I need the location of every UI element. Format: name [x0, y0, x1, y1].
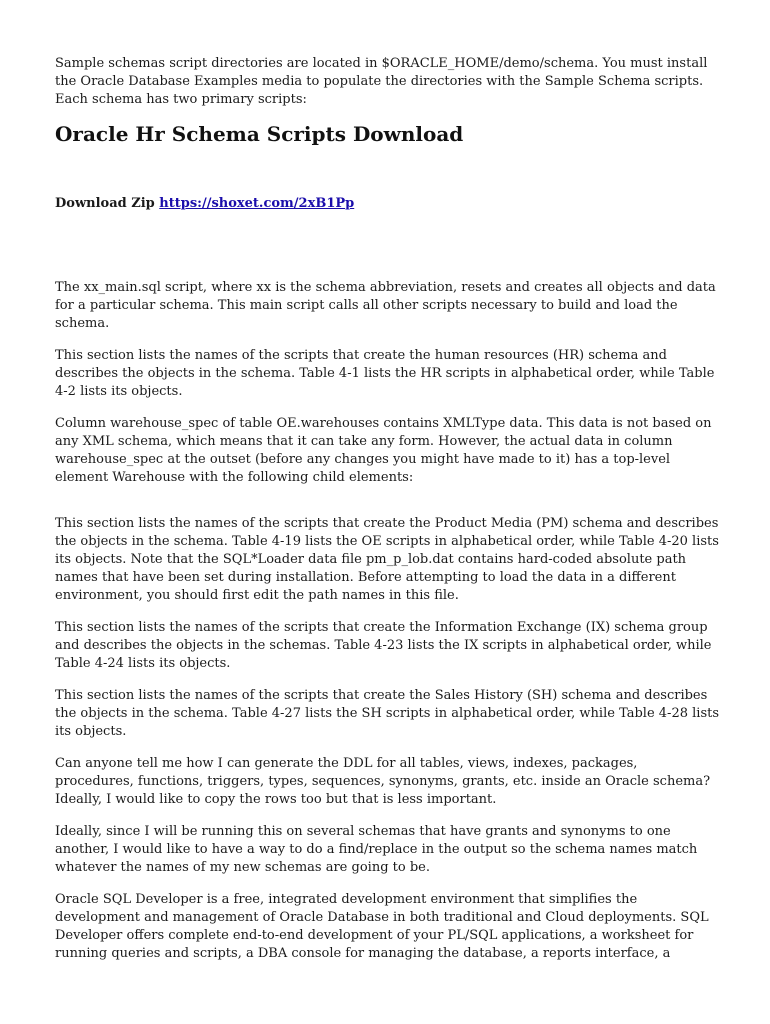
body-paragraph: Ideally, since I will be running this on several schemas that have grants and synonyms to one another, I would like to have a way to do a find/replace in the output so the schema names match whatever the names of my new schemas are going to be. [55, 824, 698, 875]
document-page [55, 55, 720, 977]
body-paragraph: Column warehouse_spec of table OE.warehouses contains XMLType data. This data is not based on any XML schema, which means that it can take any form. However, the actual data in column warehouse_spec at the outset (before any changes you might have made to it) has a top-level element Warehouse with the following child elements: [55, 416, 712, 485]
body-paragraph: This section lists the names of the scripts that create the Product Media (PM) schema and describes the objects in the schema. Table 4-19 lists the OE scripts in alphabetical order, while Table 4-20 lists its objects. Note that the SQL*Loader data file pm_p_lob.dat contains hard-coded absolute path names that have been set during installation. Before attempting to load the data in a different environment, you should first edit the path names in this file. [55, 516, 719, 603]
download-line [55, 195, 720, 213]
body-paragraph: This section lists the names of the scripts that create the Information Exchange (IX) schema group and describes the objects in the schemas. Table 4-23 lists the IX scripts in alphabetical order, while Table 4-24 lists its objects. [55, 620, 712, 671]
article-body [55, 279, 720, 963]
body-paragraph: This section lists the names of the scripts that create the human resources (HR) schema and describes the objects in the schema. Table 4-1 lists the HR scripts in alphabetical order, while Table 4-2 lists its objects. [55, 348, 715, 399]
download-label: Download Zip [55, 196, 160, 211]
intro-paragraph: Sample schemas script directories are located in $ORACLE_HOME/demo/schema. You must install the Oracle Database Examples media to populate the directories with the Sample Schema scripts. Each schema has two primary scripts: [55, 56, 708, 107]
body-paragraph: The xx_main.sql script, where xx is the schema abbreviation, resets and creates all objects and data for a particular schema. This main script calls all other scripts necessary to build and load the schema. [55, 280, 716, 331]
page-title: Oracle Hr Schema Scripts Download [55, 122, 464, 146]
body-paragraph: Oracle SQL Developer is a free, integrated development environment that simplifies the development and management of Oracle Database in both traditional and Cloud deployments. SQL Developer offers complete end-to-end development of your PL/SQL applications, a worksheet for running queries and scripts, a DBA console for managing the database, a reports interface, a [55, 892, 709, 961]
body-paragraph: This section lists the names of the scripts that create the Sales History (SH) schema and describes the objects in the schema. Table 4-27 lists the SH scripts in alphabetical order, while Table 4-28 lists its objects. [55, 688, 720, 739]
body-paragraph: Can anyone tell me how I can generate the DDL for all tables, views, indexes, packages, procedures, functions, triggers, types, sequences, synonyms, grants, etc. inside an Oracle schema? Ideally, I would like to copy the rows too but that is less important. [55, 756, 711, 807]
download-link[interactable]: https://shoxet.com/2xB1Pp [159, 196, 355, 211]
